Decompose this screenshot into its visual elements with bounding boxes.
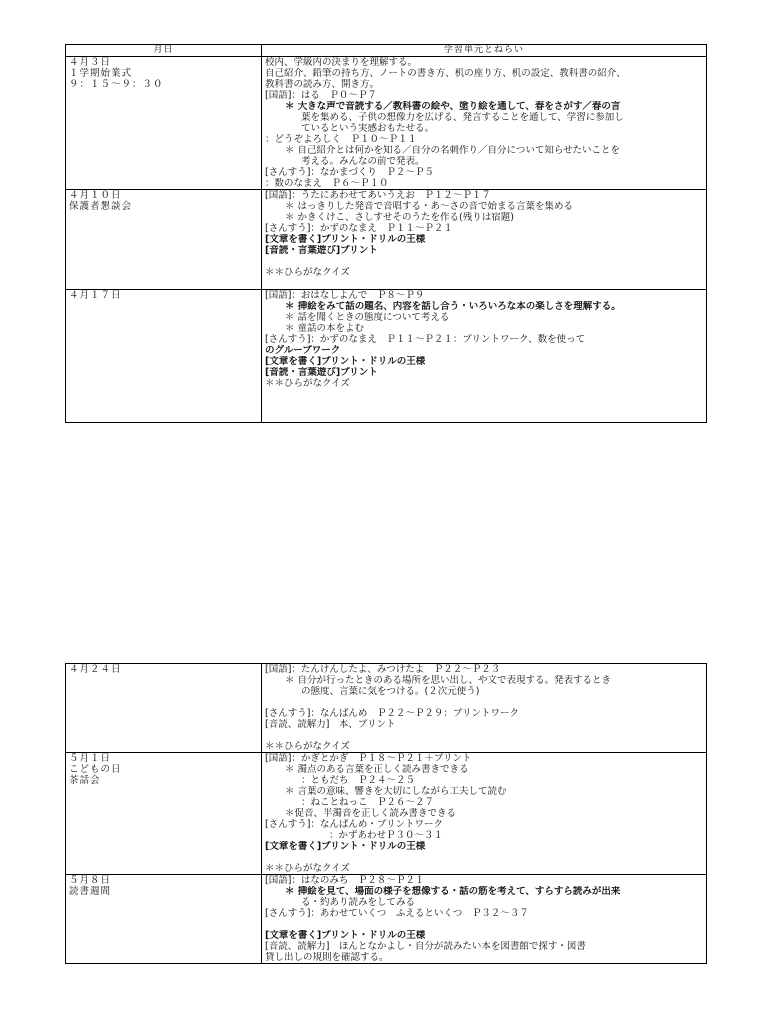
date-line: ４月１０日 <box>69 190 122 201</box>
content-line: ：かずあわせＰ３０〜３１ <box>329 830 444 841</box>
content-line: ＊ 大きな声で音読する／教科書の絵や、塗り絵を通して、春をさがす／春の言 <box>285 101 621 112</box>
spacer <box>265 697 703 708</box>
content-line: ＊ 自己紹介とは何かを知る／自分の名刺作り／自分について知らせたいことを <box>285 145 621 156</box>
content-line: の態度、言葉に気をつける。(２次元使う) <box>301 686 480 697</box>
content-line: ＊促音、半濁音を正しく読み書きできる <box>285 808 457 819</box>
content-line: ＊ 挿絵をみて話の題名、内容を話し合う・いろいろな本の楽しさを理解する。 <box>285 301 621 312</box>
date-line: １学期始業式 <box>69 68 133 79</box>
content-line: ＊ 濁点のある言葉を正しく読み書きできる <box>285 764 469 775</box>
content-line: のグループワーク <box>265 345 341 356</box>
content-line: [国語]：はなのみち Ｐ２８〜Ｐ２１ <box>265 875 425 886</box>
date-line: 保護者懇談会 <box>69 201 133 212</box>
content-line: [さんすう]：かずのなまえ Ｐ１１〜Ｐ２１ <box>265 223 453 234</box>
content-line: る・約あり読みをしてみる <box>301 897 416 908</box>
spacer <box>265 730 703 741</box>
table-row <box>66 875 707 964</box>
content-line: [音読、読解力] ほんとなかよし・自分が読みたい本を図書館で探す・図書 <box>265 941 586 952</box>
content-line: [さんすう]：なんばんめ Ｐ２２〜Ｐ２９：プリントワーク <box>265 708 520 719</box>
content-cell <box>262 664 707 753</box>
content-line: [文章を書く]プリント・ドリルの王様 <box>265 356 426 367</box>
date-cell <box>66 753 262 875</box>
content-line: 考える。みんなの前で発表。 <box>301 156 425 167</box>
content-line: [音読、読解力] 本、プリント <box>265 719 396 730</box>
date-line: 茶話会 <box>69 775 101 786</box>
content-line: ：どうぞよろしく Ｐ１０〜Ｐ１１ <box>265 134 418 145</box>
spacer <box>265 919 703 930</box>
content-line: [文章を書く]プリント・ドリルの王様 <box>265 930 426 941</box>
content-line: ＊ 童話の本をよむ <box>285 323 365 334</box>
content-cell <box>262 875 707 964</box>
content-line: [国語]：はる Ｐ０〜Ｐ７ <box>265 90 377 101</box>
content-line: [文章を書く]プリント・ドリルの王様 <box>265 234 426 245</box>
content-line: [さんすう]：かずのなまえ Ｐ１１〜Ｐ２１：プリントワーク、数を使って <box>265 334 586 345</box>
content-line: 教科書の読み方、開き方。 <box>265 79 380 90</box>
content-line: [さんすう]：なかまづくり Ｐ２〜Ｐ５ <box>265 167 434 178</box>
content-line: ＊ 挿絵を見て、場面の様子を想像する・話の筋を考えて、すらすら読みが出来 <box>285 886 621 897</box>
date-line: ５月１日 <box>69 753 112 764</box>
content-line: 自己紹介、鉛筆の持ち方、ノートの書き方、机の座り方、机の設定、教科書の紹介、 <box>265 68 626 79</box>
date-line: ４月１７日 <box>69 290 122 301</box>
date-line: ５月８日 <box>69 875 112 886</box>
content-line: [さんすう]：なんばんめ・プリントワーク <box>265 819 444 830</box>
content-line: ＊ 言葉の意味、響きを大切にしながら工夫して読む <box>285 786 507 797</box>
content-line: 貸し出しの規則を確認する。 <box>265 952 389 963</box>
content-line: 校内、学級内の決まりを理解する。 <box>265 57 418 68</box>
content-line: [国語]：たんけんしたよ、みつけたよ Ｐ２２〜Ｐ２３ <box>265 664 501 675</box>
table-row <box>66 753 707 875</box>
date-line: こどもの日 <box>69 764 122 775</box>
content-line: [音読・言葉遊び]プリント <box>265 245 378 256</box>
content-cell <box>262 753 707 875</box>
content-line: ＊＊ひらがなクイズ <box>265 741 350 752</box>
content-line: ：数のなまえ Ｐ６〜Ｐ１０ <box>265 178 389 189</box>
content-line: [さんすう]：あわせていくつ ふえるといくつ Ｐ３２〜３７ <box>265 908 529 919</box>
content-line: ＊ 自分が行ったときのある場所を思い出し、や文で表現する。発表するとき <box>285 675 612 686</box>
content-line: ＊ はっきりした発音で音唱する・あ〜さの音で始まる言葉を集める <box>285 201 574 212</box>
content-line: ＊＊ひらがなクイズ <box>265 863 350 874</box>
date-line: ９：１５〜９：３０ <box>69 79 164 90</box>
content-line: ＊ 話を聞くときの態度について考える <box>285 312 450 323</box>
content-line: [文章を書く]プリント・ドリルの王様 <box>265 841 426 852</box>
content-line: ＊＊ひらがなクイズ <box>265 267 350 278</box>
date-cell <box>66 875 262 964</box>
content-line: [音読・言葉遊び]プリント <box>265 367 378 378</box>
date-cell <box>66 664 262 753</box>
content-line: ：ともだち Ｐ２４〜２５ <box>301 775 416 786</box>
date-line: ４月３日 <box>69 57 112 68</box>
table-row <box>66 664 707 753</box>
content-line: 葉を集める、子供の想像力を広げる、発言することを通して、学習に参加し <box>301 112 624 123</box>
header-content: 学習単元とねらい <box>262 45 707 57</box>
content-line: ：ねことねっこ Ｐ２６〜２７ <box>301 797 435 808</box>
schedule-table-bottom <box>65 663 707 964</box>
content-line: [国語]：おはなしよんで Ｐ８〜Ｐ９ <box>265 290 425 301</box>
content-line: ＊＊ひらがなクイズ <box>265 378 350 389</box>
content-line: [国語]：うたにあわせてあいうえお Ｐ１２〜Ｐ１７ <box>265 190 491 201</box>
content-line: ているという実感おもたせる。 <box>301 123 435 134</box>
content-line: ＊ かきくけこ、さしすせそのうたを作る(残りは宿題) <box>285 212 514 223</box>
spacer <box>265 852 703 863</box>
header-date: 月日 <box>66 45 262 57</box>
content-line: [国語]：かぎとかぎ Ｐ１８〜Ｐ２１＋プリント <box>265 753 472 764</box>
date-line: ４月２４日 <box>69 664 122 675</box>
date-line: 読書週間 <box>69 886 112 897</box>
